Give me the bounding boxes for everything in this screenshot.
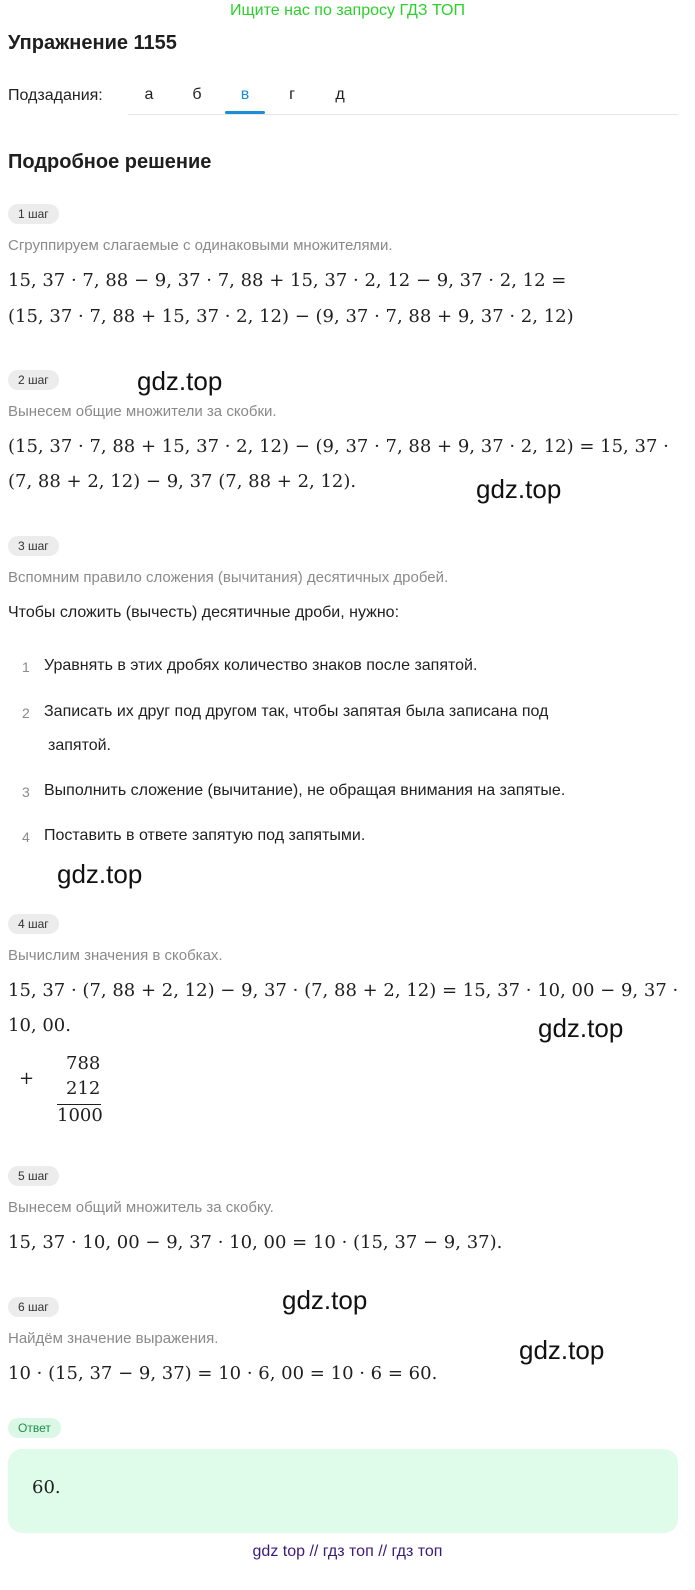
tab-b[interactable]: б bbox=[192, 86, 202, 103]
watermark: gdz.top bbox=[476, 474, 562, 504]
math-line: 15, 37 · (7, 88 + 2, 12) − 9, 37 · (7, 88 + 2, 12) = 15, 37 · 10, 00 − 9, 37 · bbox=[8, 980, 679, 1001]
list-item-continuation: запятой. bbox=[48, 737, 111, 754]
watermark: gdz.top bbox=[282, 1285, 368, 1315]
math-line: 15, 37 · 7, 88 − 9, 37 · 7, 88 + 15, 37 · 2, 12 − 9, 37 · 2, 12 = bbox=[8, 270, 567, 291]
tab-d[interactable]: д bbox=[335, 86, 345, 103]
list-number: 3 bbox=[22, 784, 30, 800]
footer-links[interactable]: gdz top // гдз топ // гдз топ bbox=[252, 1543, 443, 1560]
step-hint: Вычислим значения в скобках. bbox=[8, 947, 223, 964]
rule-intro: Чтобы сложить (вычесть) десятичные дроби, нужно: bbox=[8, 604, 400, 621]
math-line: (15, 37 · 7, 88 + 15, 37 · 2, 12) − (9, 37 · 7, 88 + 9, 37 · 2, 12) bbox=[8, 306, 574, 327]
page-title: Упражнение 1155 bbox=[8, 32, 177, 54]
list-item: Записать их друг под другом так, чтобы запятая была записана под bbox=[44, 703, 549, 720]
tab-v[interactable]: в bbox=[240, 86, 250, 103]
list-number: 1 bbox=[22, 659, 30, 675]
step-badge: 1 шаг bbox=[8, 204, 59, 224]
math-line: (7, 88 + 2, 12) − 9, 37 (7, 88 + 2, 12). bbox=[8, 471, 357, 492]
column-sign: + bbox=[19, 1068, 35, 1089]
list-item: Уравнять в этих дробях количество знаков после запятой. bbox=[44, 657, 478, 674]
math-line: 10 · (15, 37 − 9, 37) = 10 · 6, 00 = 10 · 6 = 60. bbox=[8, 1363, 438, 1384]
subtasks-label: Подзадания: bbox=[8, 87, 103, 104]
column-bottom: 212 bbox=[66, 1078, 101, 1099]
active-tab-indicator bbox=[225, 111, 265, 114]
step-hint: Вспомним правило сложения (вычитания) десятичных дробей. bbox=[8, 569, 449, 586]
step-hint: Сгруппируем слагаемые с одинаковыми множителями. bbox=[8, 237, 393, 254]
list-item: Поставить в ответе запятую под запятыми. bbox=[44, 827, 366, 844]
math-line: 10, 00. bbox=[8, 1015, 71, 1036]
watermark: gdz.top bbox=[519, 1335, 605, 1365]
list-number: 2 bbox=[22, 705, 30, 721]
answer-badge: Ответ bbox=[8, 1418, 61, 1438]
subtask-tabs bbox=[128, 80, 678, 115]
step-badge: 3 шаг bbox=[8, 536, 59, 556]
list-number: 4 bbox=[22, 829, 30, 845]
answer-box bbox=[8, 1449, 678, 1533]
search-banner: Ищите нас по запросу ГДЗ ТОП bbox=[230, 2, 465, 19]
watermark: gdz.top bbox=[137, 366, 223, 396]
math-line: (15, 37 · 7, 88 + 15, 37 · 2, 12) − (9, 37 · 7, 88 + 9, 37 · 2, 12) = 15, 37 · bbox=[8, 436, 669, 457]
watermark: gdz.top bbox=[57, 859, 143, 889]
column-top: 788 bbox=[66, 1053, 101, 1074]
math-line: 15, 37 · 10, 00 − 9, 37 · 10, 00 = 10 · (15, 37 − 9, 37). bbox=[8, 1232, 503, 1253]
step-hint: Вынесем общие множители за скобки. bbox=[8, 403, 277, 420]
tab-a[interactable]: а bbox=[144, 86, 154, 103]
step-badge: 5 шаг bbox=[8, 1166, 59, 1186]
step-badge: 2 шаг bbox=[8, 370, 59, 390]
section-title: Подробное решение bbox=[8, 151, 212, 173]
tab-g[interactable]: г bbox=[289, 86, 295, 103]
step-hint: Найдём значение выражения. bbox=[8, 1330, 219, 1347]
list-item: Выполнить сложение (вычитание), не обращая внимания на запятые. bbox=[44, 782, 566, 799]
step-hint: Вынесем общий множитель за скобку. bbox=[8, 1199, 274, 1216]
answer-value: 60. bbox=[32, 1477, 61, 1498]
step-badge: 6 шаг bbox=[8, 1297, 59, 1317]
watermark: gdz.top bbox=[538, 1013, 624, 1043]
step-badge: 4 шаг bbox=[8, 914, 59, 934]
column-result: 1000 bbox=[57, 1105, 103, 1126]
